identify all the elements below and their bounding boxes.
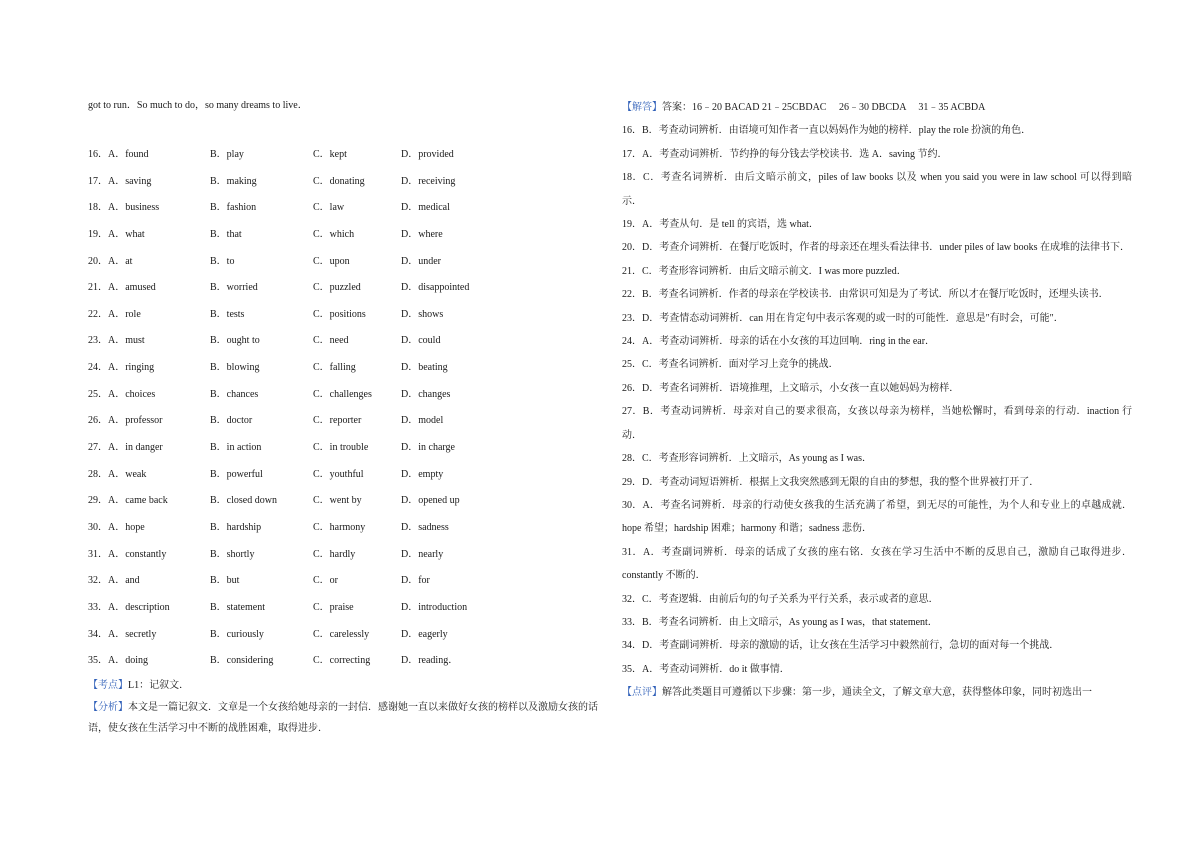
option-b: B．curiously xyxy=(210,628,264,640)
jieda-tag: 【解答】 xyxy=(622,102,662,113)
option-c: C．youthful xyxy=(313,468,364,480)
option-d: D．under xyxy=(401,255,441,267)
option-row xyxy=(88,172,598,199)
option-b: B．statement xyxy=(210,601,265,613)
option-a: 16．A．found xyxy=(88,149,149,160)
option-d: D．provided xyxy=(401,149,454,160)
option-d: D．beating xyxy=(401,362,448,374)
option-a: 25．A．choices xyxy=(88,388,156,400)
option-a: 22．A．role xyxy=(88,308,141,320)
explanation-23: 23．D．考查情态动词辨析．can 用在肯定句中表示客观的或一时的可能性．意思是"有时会，可能"． xyxy=(622,312,1064,324)
option-a: 35．A．doing xyxy=(88,655,148,667)
option-a: 24．A．ringing xyxy=(88,362,155,374)
explanation-22: 22．B．考查名词辨析．作者的母亲在学校读书．由常识可知是为了考试．所以才在餐厅吃饭时，还埋头读书． xyxy=(622,289,1109,301)
option-c: C．in trouble xyxy=(313,442,369,454)
option-c: C．law xyxy=(313,202,345,214)
option-c: C．positions xyxy=(313,308,366,320)
option-row xyxy=(88,411,598,438)
option-row xyxy=(88,225,598,252)
option-d: D．eagerly xyxy=(401,628,448,640)
option-b: B．play xyxy=(210,149,244,160)
fenxi-tag: 【分析】 xyxy=(88,702,128,713)
option-d: D．changes xyxy=(401,388,451,400)
option-d: D．shows xyxy=(401,308,444,320)
option-b: B．making xyxy=(210,175,257,187)
option-row xyxy=(88,305,598,332)
explanation-33: 33．B．考查名词辨析．由上文暗示，As young as I was，that statement． xyxy=(622,616,938,628)
option-b: B．that xyxy=(210,228,242,240)
option-a: 32．A．and xyxy=(88,575,140,587)
option-c: C．went by xyxy=(313,495,362,507)
explanation-18: 18．C．考查名词辨析．由后文暗示前文，piles of law books 以及 when you said you were in law school 可以得到暗示． xyxy=(622,172,1132,207)
dianping-section xyxy=(622,681,1132,704)
explanation-28: 28．C．考查形容词辨析．上文暗示，As young as I was． xyxy=(622,453,872,465)
option-b: B．doctor xyxy=(210,415,253,427)
option-a: 31．A．constantly xyxy=(88,548,167,560)
option-b: B．in action xyxy=(210,442,262,454)
passage-ending: got to run．So much to do，so many dreams to live． xyxy=(88,100,308,111)
option-a: 21．A．amused xyxy=(88,282,156,294)
option-a: 19．A．what xyxy=(88,228,145,240)
answers-section xyxy=(622,96,1132,705)
option-row xyxy=(88,465,598,492)
option-b: B．but xyxy=(210,575,240,587)
option-d: D．disappointed xyxy=(401,282,470,294)
option-row xyxy=(88,145,598,172)
option-c: C．upon xyxy=(313,255,350,267)
option-d: D．for xyxy=(401,575,430,587)
option-a: 33．A．description xyxy=(88,601,170,613)
dianping-text: 解答此类题目可遵循以下步骤：第一步，通读全文，了解文章大意，获得整体印象，同时初选出一 xyxy=(662,687,1092,699)
option-row xyxy=(88,198,598,225)
explanation-30: 30．A．考查名词辨析．母亲的行动使女孩我的生活充满了希望，到无尽的可能性，为个人和专业上的卓越成就．hope 希望；hardship 困难；harmony 和谐；sadness 悲伤． xyxy=(622,499,1132,535)
jieda-line xyxy=(622,96,1132,119)
option-row xyxy=(88,491,598,518)
option-b: B．fashion xyxy=(210,202,257,214)
option-c: C．carelessly xyxy=(313,628,370,640)
option-d: D．in charge xyxy=(401,442,455,454)
option-row xyxy=(88,385,598,412)
option-c: C．reporter xyxy=(313,415,362,427)
option-c: C．kept xyxy=(313,149,347,160)
option-c: C．or xyxy=(313,575,338,587)
dianping-tag: 【点评】 xyxy=(622,687,662,699)
option-a: 34．A．secretly xyxy=(88,628,157,640)
option-row xyxy=(88,252,598,279)
option-row xyxy=(88,651,598,678)
explanation-16: 16．B．考查动词辨析．由语境可知作者一直以妈妈作为她的榜样．play the role 扮演的角色． xyxy=(622,125,1032,137)
option-row xyxy=(88,625,598,652)
option-c: C．hardly xyxy=(313,548,356,560)
answer-key: 答案：16﹣20 BACAD 21﹣25CBDAC 26﹣30 DBCDA 31﹣35 ACBDA xyxy=(662,102,986,113)
option-b: B．shortly xyxy=(210,548,255,560)
option-b: B．blowing xyxy=(210,362,260,374)
option-b: B．ought to xyxy=(210,335,260,347)
option-b: B．chances xyxy=(210,388,259,400)
option-d: D．sadness xyxy=(401,521,449,533)
option-d: D．opened up xyxy=(401,495,460,507)
option-c: C．puzzled xyxy=(313,282,361,294)
explanation-35: 35．A．考查动词辨析．do it 做事情． xyxy=(622,663,790,675)
explanation-26: 26．D．考查名词辨析．语境推理，上文暗示，小女孩一直以她妈妈为榜样． xyxy=(622,382,960,394)
fenxi-text: 本文是一篇记叙文．文章是一个女孩给她母亲的一封信．感谢她一直以来做好女孩的榜样以及激励女孩的话语，使女孩在生活学习中不断的战胜困难，取得进步． xyxy=(88,702,598,734)
option-a: 27．A．in danger xyxy=(88,442,163,454)
option-d: D．nearly xyxy=(401,548,444,560)
option-c: C．need xyxy=(313,335,349,347)
kaodian-tag: 【考点】 xyxy=(88,680,128,691)
option-row xyxy=(88,331,598,358)
option-row xyxy=(88,358,598,385)
option-row xyxy=(88,438,598,465)
option-d: D．medical xyxy=(401,202,450,214)
explanation-24: 24．A．考查动词辨析．母亲的话在小女孩的耳边回响．ring in the ear． xyxy=(622,336,936,348)
option-a: 18．A．business xyxy=(88,202,160,214)
option-c: C．correcting xyxy=(313,655,371,667)
option-a: 28．A．weak xyxy=(88,468,147,480)
option-b: B．worried xyxy=(210,282,258,294)
explanation-21: 21．C．考查形容词辨析．由后文暗示前文．I was more puzzled． xyxy=(622,265,907,277)
option-c: C．harmony xyxy=(313,521,366,533)
explanation-17: 17．A．考查动词辨析．节约挣的每分钱去学校读书．选 A．saving 节约． xyxy=(622,148,948,160)
option-c: C．donating xyxy=(313,175,365,187)
option-a: 30．A．hope xyxy=(88,521,145,533)
option-a: 23．A．must xyxy=(88,335,145,347)
explanation-34: 34．D．考查副词辨析．母亲的激励的话，让女孩在生活学习中毅然前行，急切的面对每一个挑战． xyxy=(622,640,1060,652)
option-row xyxy=(88,571,598,598)
option-row xyxy=(88,518,598,545)
option-d: D．receiving xyxy=(401,175,456,187)
option-row xyxy=(88,598,598,625)
fenxi-section xyxy=(88,697,598,739)
option-c: C．which xyxy=(313,228,355,240)
option-a: 26．A．professor xyxy=(88,415,163,427)
option-d: D．introduction xyxy=(401,601,468,613)
option-a: 17．A．saving xyxy=(88,175,152,187)
option-b: B．tests xyxy=(210,308,245,320)
option-d: D．reading． xyxy=(401,655,459,667)
explanation-25: 25．C．考查名词辨析．面对学习上竞争的挑战． xyxy=(622,359,839,371)
option-b: B．powerful xyxy=(210,468,263,480)
option-c: C．challenges xyxy=(313,388,372,400)
option-d: D．could xyxy=(401,335,441,347)
kaodian-text: L1：记叙文． xyxy=(128,680,190,691)
option-a: 20．A．at xyxy=(88,255,133,267)
option-a: 29．A．came back xyxy=(88,495,168,507)
explanation-27: 27．B．考查动词辨析．母亲对自己的要求很高，女孩以母亲为榜样，当她松懈时，看到母亲的行动．inaction 行动． xyxy=(622,406,1132,441)
option-c: C．praise xyxy=(313,601,354,613)
kaodian-section xyxy=(88,675,598,696)
explanation-29: 29．D．考查动词短语辨析．根据上文我突然感到无限的自由的梦想，我的整个世界被打开了． xyxy=(622,476,1040,488)
option-c: C．falling xyxy=(313,362,356,374)
option-b: B．considering xyxy=(210,655,274,667)
explanation-19: 19．A．考查从句．是 tell 的宾语，选 what． xyxy=(622,219,819,231)
options-list xyxy=(88,145,598,678)
option-d: D．empty xyxy=(401,468,444,480)
option-b: B．to xyxy=(210,255,235,267)
option-b: B．closed down xyxy=(210,495,277,507)
explanation-32: 32．C．考查逻辑．由前后句的句子关系为平行关系，表示或者的意思． xyxy=(622,593,939,605)
explanation-20: 20．D．考查介词辨析．在餐厅吃饭时，作者的母亲还在埋头看法律书．under piles of law books 在成堆的法律书下． xyxy=(622,242,1131,254)
option-d: D．where xyxy=(401,228,443,240)
option-d: D．model xyxy=(401,415,444,427)
option-b: B．hardship xyxy=(210,521,262,533)
explanation-31: 31．A．考查副词辨析．母亲的话成了女孩的座右铭．女孩在学习生活中不断的反思自己，激励自己取得进步．constantly 不断的． xyxy=(622,546,1132,582)
option-row xyxy=(88,545,598,572)
option-row xyxy=(88,278,598,305)
